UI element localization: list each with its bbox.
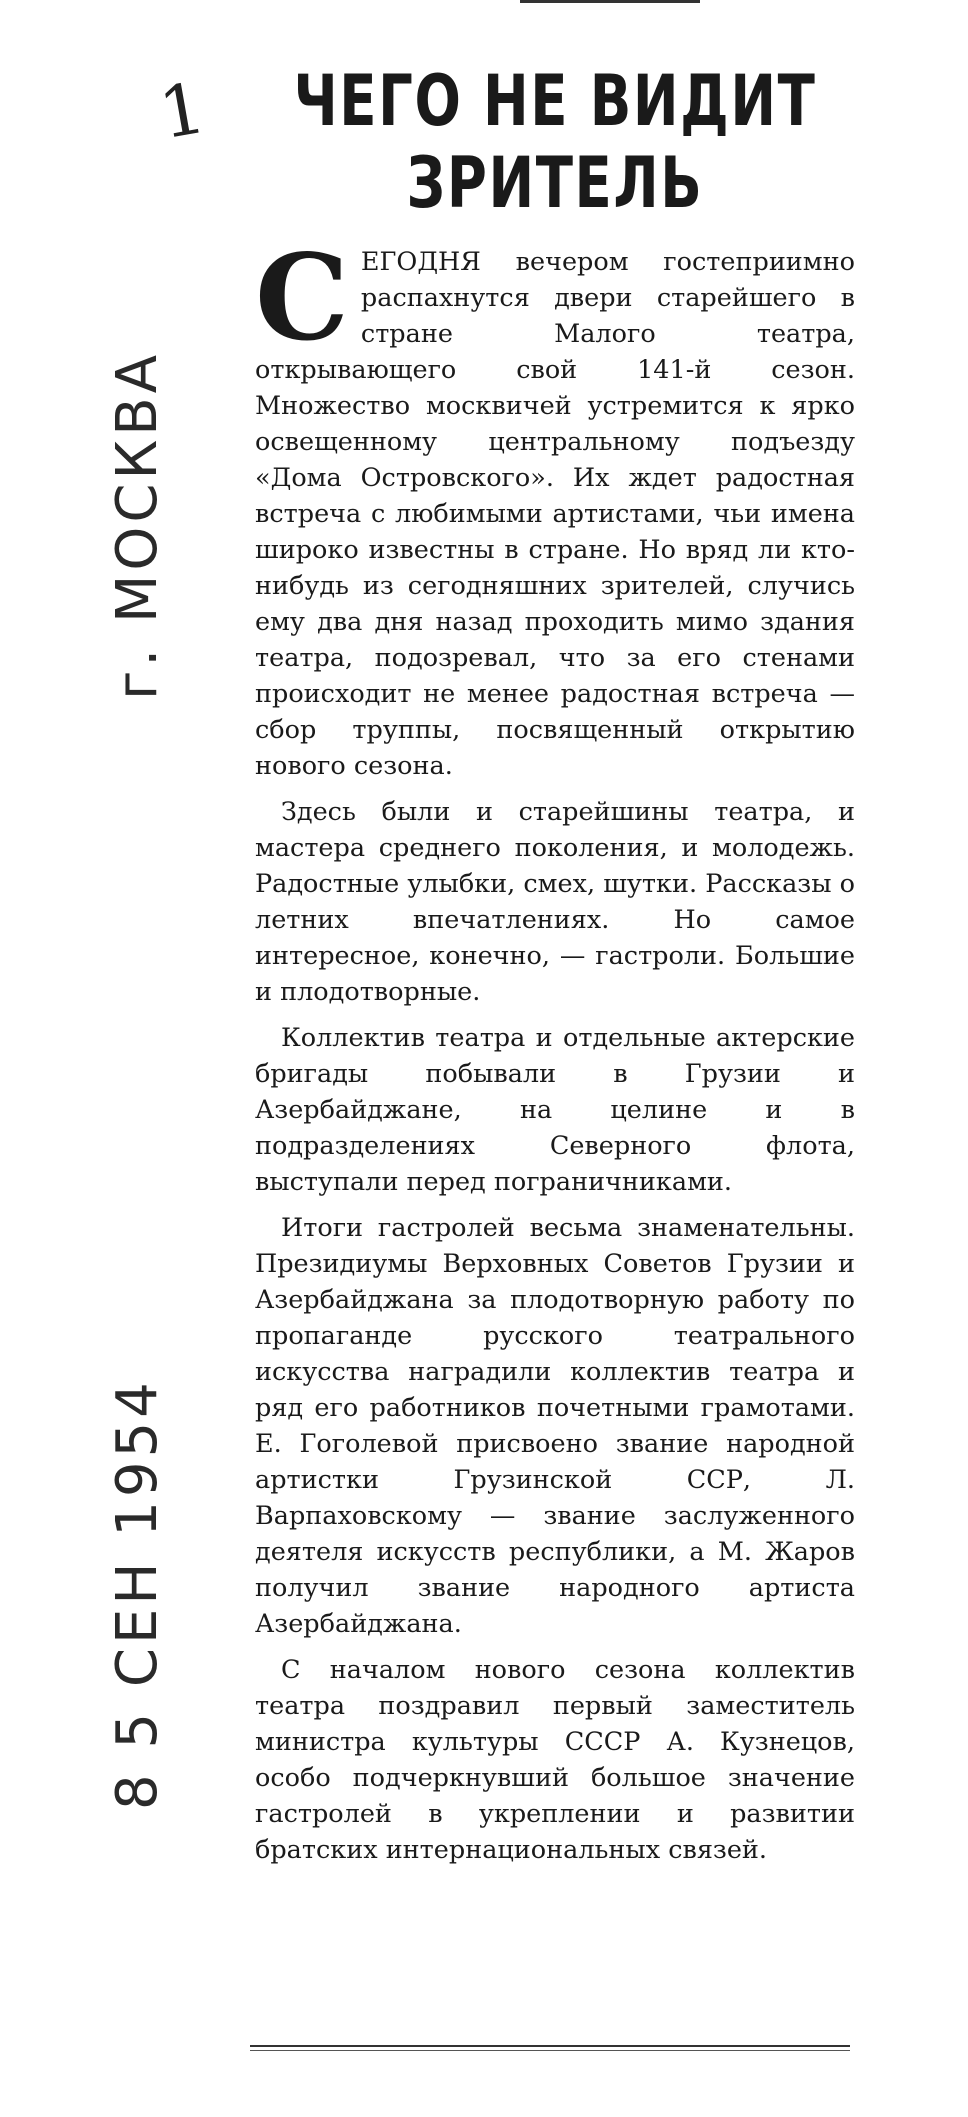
paragraph-4: Итоги гастролей весьма знаменательны. Президиумы Верховных Советов Грузии и Азербайджана за плодотворную работу по пропаганде русского театрального искусства наградили коллектив театра и ряд его работников почетными грамотами. Е. Гоголевой присвоено звание народной артистки Грузинской ССР, Л. Варпаховскому — звание заслуженного деятеля искусств республики, а М. Жаров получил звание народного артиста Азербайджана.: [255, 1213, 855, 1639]
handwritten-mark: 1: [153, 66, 212, 156]
paragraph-5: С началом нового сезона коллектив театра поздравил первый заместитель министра культуры СССР А. Кузнецов, особо подчеркнувший большое значение гастролей в укреплении и развитии братских интернациональных связей.: [255, 1655, 855, 1865]
paragraph-1: [255, 228, 855, 784]
bottom-rule: [250, 2045, 850, 2047]
article: [255, 60, 855, 1878]
bottom-rule-thin: [250, 2050, 850, 2051]
city-stamp: г. МОСКВА: [105, 350, 170, 700]
date-stamp: 8 5 СЕН 1954: [105, 1378, 170, 1810]
paragraph-text: ЕГОДНЯ вечером гостеприимно распахнутся двери старейшего в стране Малого театра, открывающего свой 141-й сезон. Множество москвичей устремится к ярко освещенному центральному подъезду «Дома Островского». Их ждет радостная встреча с любимыми артистами, чьи имена широко известны в стране. Но вряд ли кто-нибудь из сегодняшних зрителей, случись ему два дня назад проходить мимо здания театра, подозревал, что за его стенами происходит не менее радостная встреча — сбор труппы, посвященный открытию нового сезона.: [255, 247, 855, 781]
paragraph-2: Здесь были и старейшины театра, и мастера среднего поколения, и молодежь. Радостные улыбки, смех, шутки. Рассказы о летних впечатлениях. Но самое интересное, конечно, — гастроли. Большие и плодотворные.: [255, 797, 855, 1007]
drop-cap: С: [255, 228, 349, 367]
paragraph-3: Коллектив театра и отдельные актерские бригады побывали в Грузии и Азербайджане, на целине и в подразделениях Северного флота, выступали перед пограничниками.: [255, 1023, 855, 1197]
top-rule: [520, 0, 700, 3]
headline: ЧЕГО НЕ ВИДИТ ЗРИТЕЛЬ: [293, 60, 817, 224]
